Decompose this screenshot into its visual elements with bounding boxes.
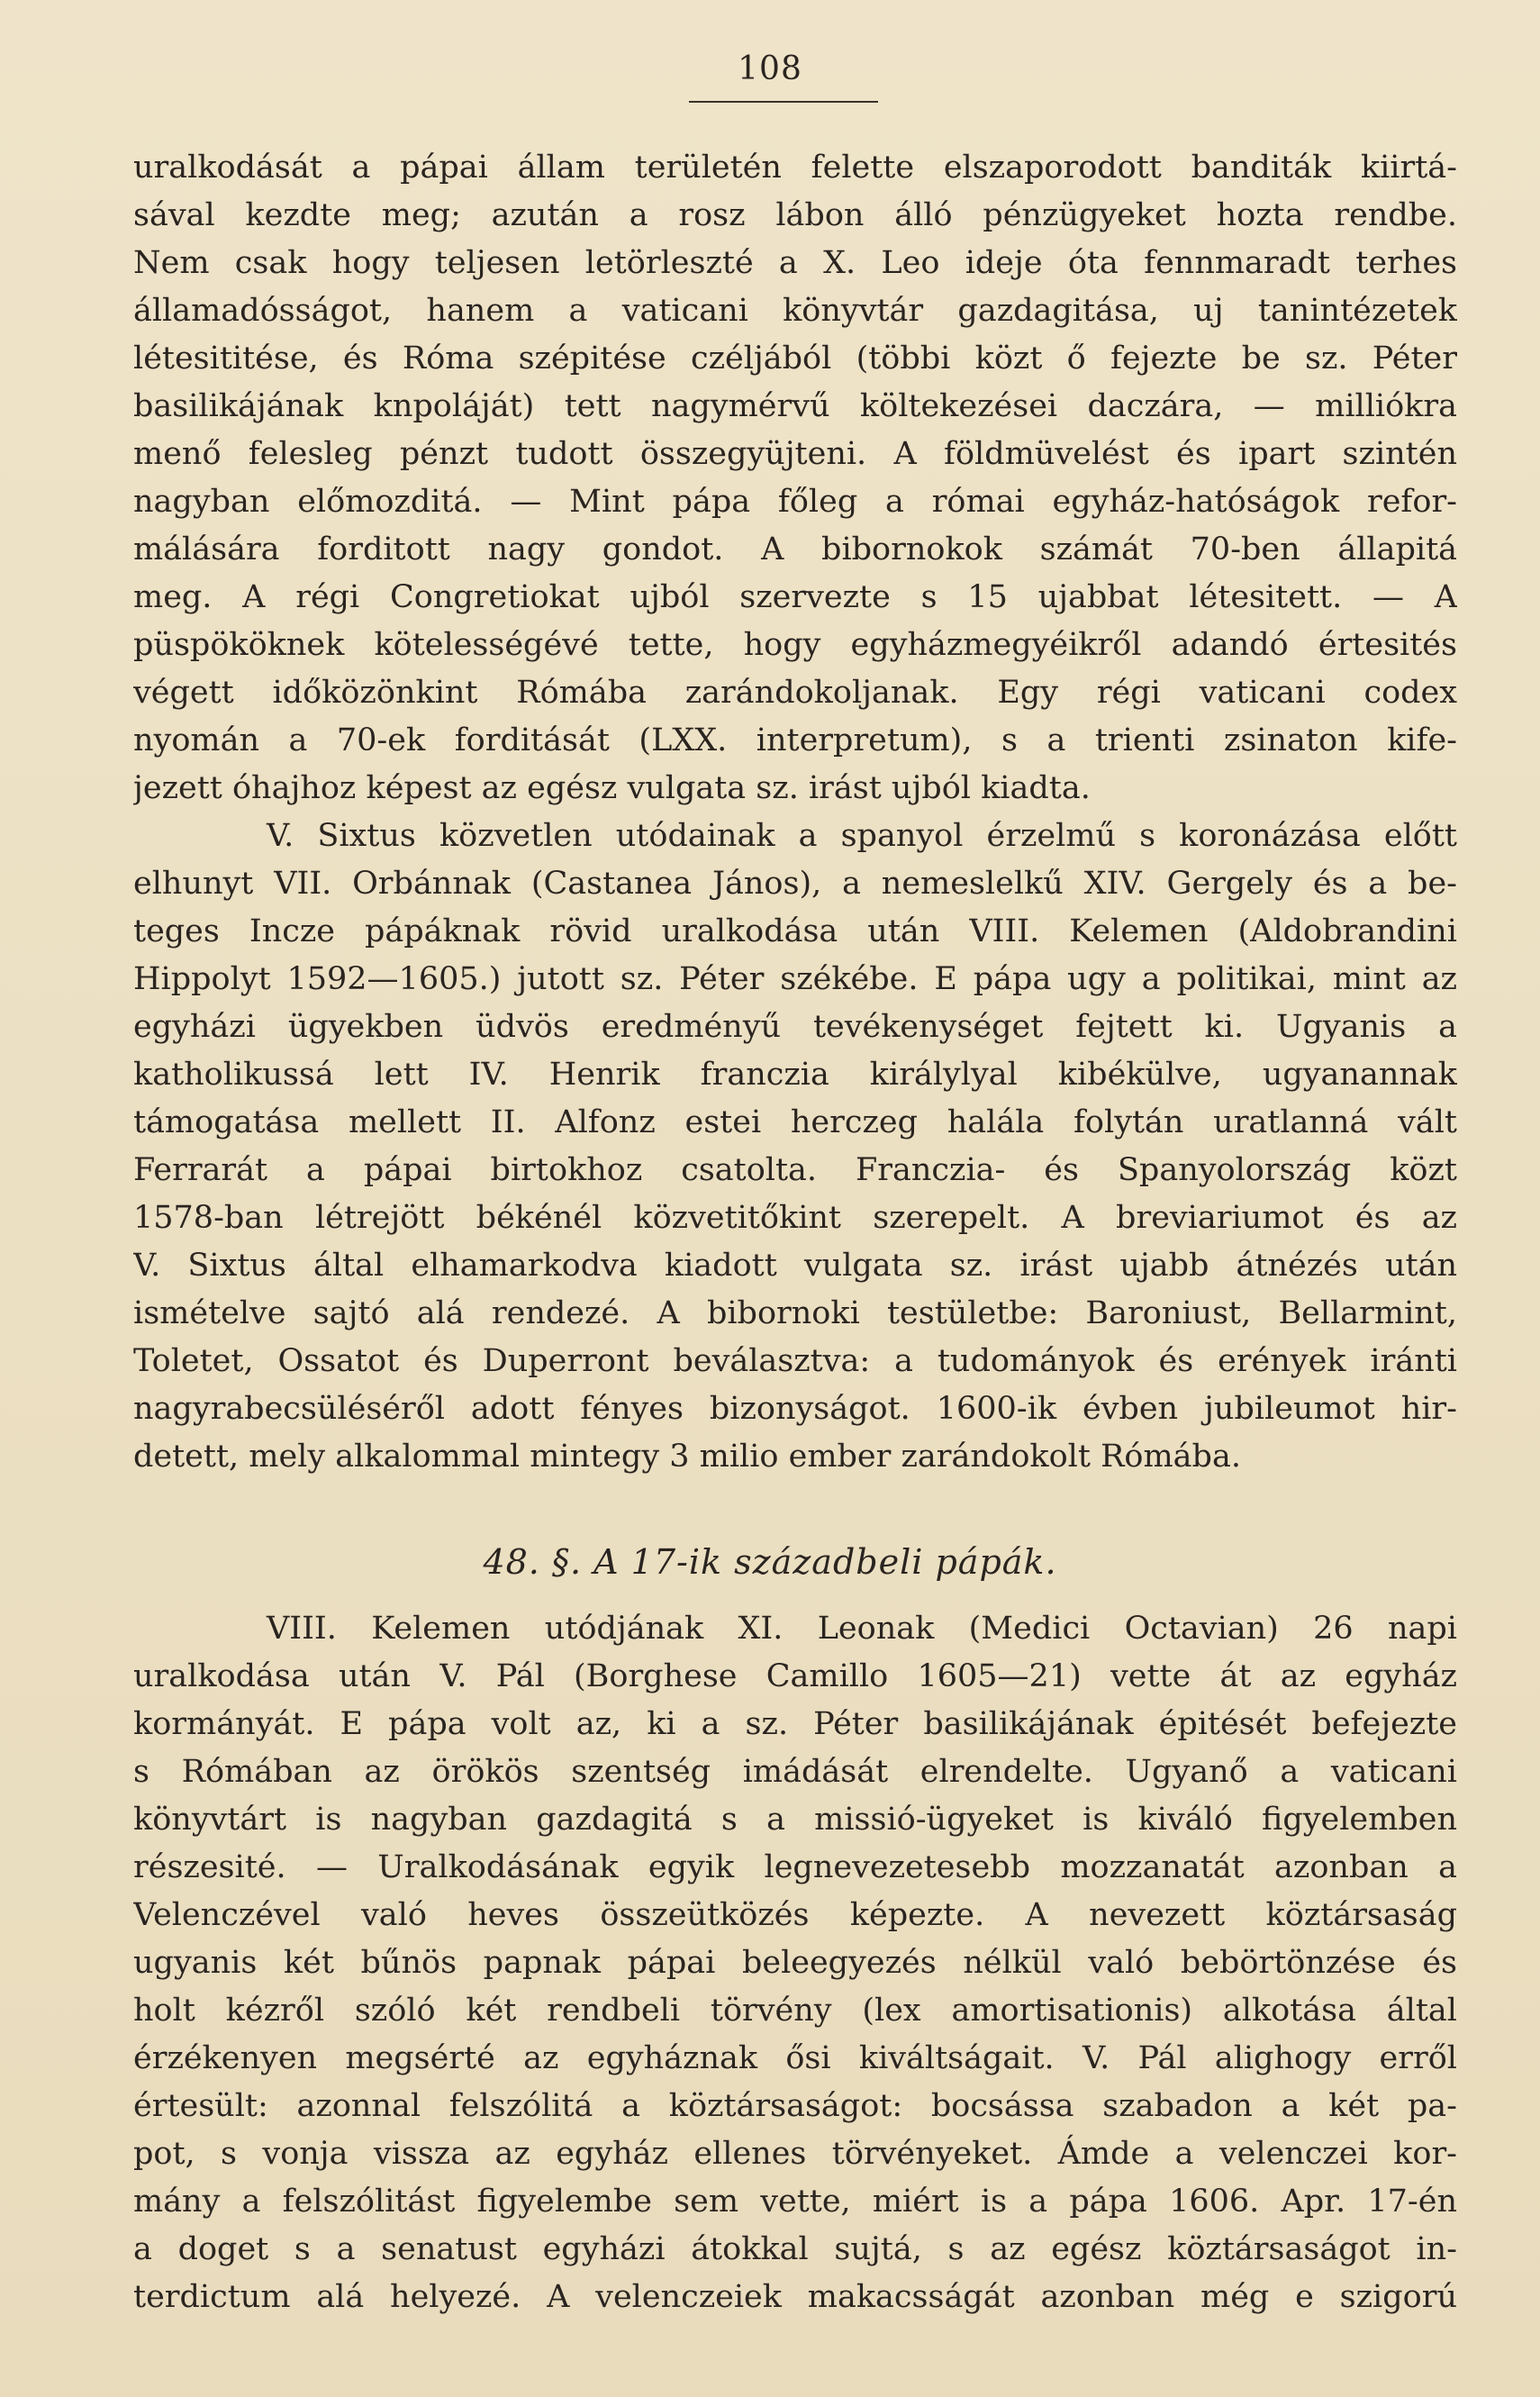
- text-line: nyomán a 70-ek forditását (LXX. interpretum), s a trienti zsinaton kife-: [133, 722, 1457, 758]
- text-line: ismételve sajtó alá rendezé. A bibornoki testületbe: Baroniust, Bellarmint,: [133, 1295, 1457, 1331]
- text-line: V. Sixtus által elhamarkodva kiadott vulgata sz. irást ujabb átnézés után: [133, 1248, 1457, 1284]
- text-line: nagyrabecsüléséről adott fényes bizonyságot. 1600-ik évben jubileumot hir-: [133, 1391, 1457, 1427]
- text-line: Nem csak hogy teljesen letörleszté a X. Leo ideje óta fennmaradt terhes: [133, 245, 1457, 281]
- text-line: terdictum alá helyezé. A velenczeiek makacsságát azonban még e szigorú: [133, 2279, 1457, 2315]
- text-line: meg. A régi Congretiokat ujból szervezte s 15 ujabbat létesitett. — A: [133, 579, 1457, 615]
- paragraph-2: [133, 813, 1457, 1481]
- text-line: nagyban előmozditá. — Mint pápa főleg a római egyház-hatóságok refor-: [133, 484, 1457, 520]
- text-line: málására forditott nagy gondot. A bibornokok számát 70-ben állapitá: [133, 531, 1457, 567]
- text-line: detett, mely alkalommal mintegy 3 milio ember zarándokolt Rómába.: [133, 1439, 1241, 1475]
- text-line: végett időközönkint Rómába zarándokoljanak. Egy régi vaticani codex: [133, 675, 1457, 711]
- text-line: menő felesleg pénzt tudott összegyüjteni. A földmüvelést és ipart szintén: [133, 436, 1457, 472]
- text-line: holt kézről szóló két rendbeli törvény (lex amortisationis) alkotása által: [133, 1993, 1457, 2029]
- text-line: katholikussá lett IV. Henrik franczia királylyal kibékülve, ugyanannak: [133, 1057, 1457, 1093]
- text-line: uralkodása után V. Pál (Borghese Camillo 1605—21) vette át az egyház: [133, 1658, 1457, 1694]
- text-line: 1578-ban létrejött békénél közvetitőkint szerepelt. A breviariumot és az: [133, 1200, 1457, 1236]
- text-line: mány a felszólitást figyelembe sem vette, miért is a pápa 1606. Apr. 17-én: [133, 2184, 1457, 2220]
- text-line: Velenczével való heves összeütközés képezte. A nevezett köztársaság: [133, 1897, 1457, 1933]
- header-rule: [689, 101, 878, 103]
- text-line: létesititése, és Róma szépitése czéljából (többi közt ő fejezte be sz. Péter: [133, 340, 1457, 377]
- section-heading: 48. §. A 17-ik századbeli pápák.: [483, 1542, 1057, 1582]
- text-line: kormányát. E pápa volt az, ki a sz. Péter basilikájának épitését befejezte: [133, 1706, 1457, 1742]
- text-line: V. Sixtus közvetlen utódainak a spanyol érzelmű s koronázása előtt: [267, 818, 1457, 854]
- text-line: pot, s vonja vissza az egyház ellenes törvényeket. Ámde a velenczei kor-: [133, 2136, 1457, 2172]
- text-line: államadósságot, hanem a vaticani könyvtár gazdagitása, uj tanintézetek: [133, 293, 1457, 329]
- text-line: jezett óhajhoz képest az egész vulgata sz. irást ujból kiadta.: [133, 770, 1091, 806]
- text-line: s Rómában az örökös szentség imádását elrendelte. Ugyanő a vaticani: [133, 1754, 1457, 1790]
- text-line: könyvtárt is nagyban gazdagitá s a missió-ügyeket is kiváló figyelemben: [133, 1802, 1457, 1838]
- text-line: Ferrarát a pápai birtokhoz csatolta. Franczia- és Spanyolország közt: [133, 1152, 1457, 1188]
- text-line: ugyanis két bűnös papnak pápai beleegyezés nélkül való bebörtönzése és: [133, 1945, 1457, 1981]
- text-line: értesült: azonnal felszólitá a köztársaságot: bocsássa szabadon a két pa-: [133, 2088, 1457, 2124]
- text-line: részesité. — Uralkodásának egyik legnevezetesebb mozzanatát azonban a: [133, 1849, 1457, 1885]
- text-line: egyházi ügyekben üdvös eredményű tevékenységet fejtett ki. Ugyanis a: [133, 1009, 1457, 1045]
- text-line: sával kezdte meg; azután a rosz lábon álló pénzügyeket hozta rendbe.: [133, 197, 1457, 233]
- paragraph-3: [133, 1605, 1457, 2321]
- text-line: püspököknek kötelességévé tette, hogy egyházmegyéikről adandó értesités: [133, 627, 1457, 663]
- paragraph-1: [133, 144, 1457, 813]
- text-line: uralkodását a pápai állam területén felette elszaporodott banditák kiirtá-: [133, 150, 1457, 186]
- text-line: Hippolyt 1592—1605.) jutott sz. Péter székébe. E pápa ugy a politikai, mint az: [133, 961, 1457, 997]
- text-line: teges Incze pápáknak rövid uralkodása után VIII. Kelemen (Aldobrandini: [133, 913, 1457, 949]
- text-line: a doget s a senatust egyházi átokkal sujtá, s az egész köztársaságot in-: [133, 2231, 1457, 2267]
- text-line: elhunyt VII. Orbánnak (Castanea János), a nemeslelkű XIV. Gergely és a be-: [133, 866, 1457, 902]
- text-line: érzékenyen megsérté az egyháznak ősi kiváltságait. V. Pál alighogy erről: [133, 2040, 1457, 2076]
- text-line: Toletet, Ossatot és Duperront beválasztva: a tudományok és erények iránti: [133, 1343, 1457, 1379]
- page-number: 108: [738, 50, 802, 87]
- text-line: támogatása mellett II. Alfonz estei herczeg halála folytán uratlanná vált: [133, 1104, 1457, 1140]
- text-line: VIII. Kelemen utódjának XI. Leonak (Medici Octavian) 26 napi: [267, 1611, 1457, 1647]
- text-line: basilikájának knpoláját) tett nagymérvű költekezései daczára, — milliókra: [133, 388, 1457, 424]
